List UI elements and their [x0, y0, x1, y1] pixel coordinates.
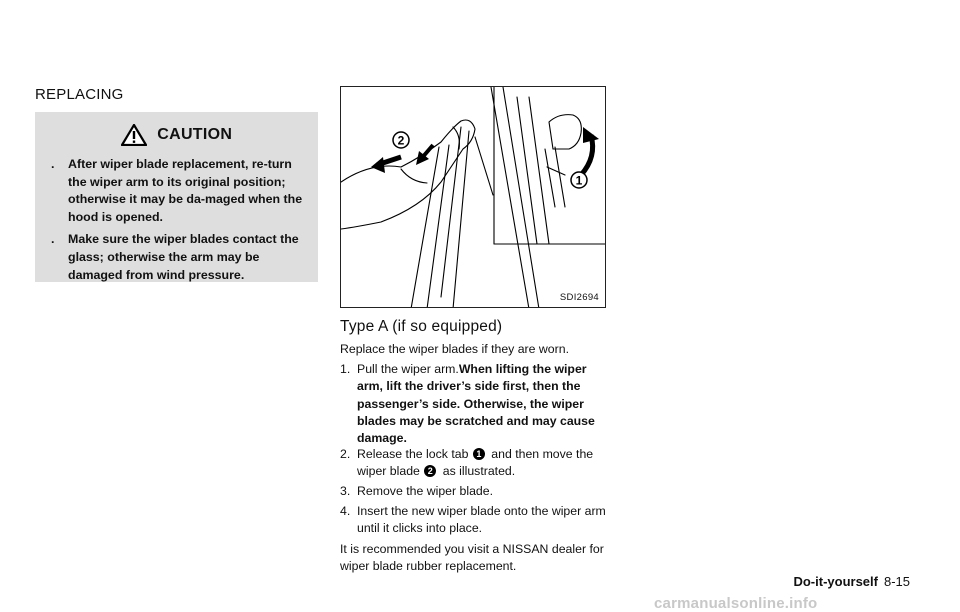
caution-box: [35, 112, 318, 282]
ref-2-icon: 2: [424, 465, 436, 477]
callout-1-icon: [571, 172, 587, 188]
figure-code: SDI2694: [559, 292, 599, 303]
subheading: Type A (if so equipped): [340, 318, 503, 335]
svg-text:2: 2: [397, 133, 405, 148]
page-footer: [793, 574, 910, 589]
svg-text:1: 1: [575, 173, 583, 188]
caution-title: CAUTION: [157, 126, 233, 143]
step-3: 3. Remove the wiper blade.: [340, 484, 494, 498]
caution-header: [35, 124, 318, 146]
section-heading: REPLACING: [35, 86, 124, 103]
wiper-illustration: [340, 86, 606, 308]
step-2: 2. Release the lock tab 1 and then move the wiper blade 2 as illustrated.: [340, 447, 594, 479]
caution-item: . Make sure the wiper blades contact the glass; otherwise the arm may be damaged from wind pressure.: [51, 232, 299, 282]
closing-text: It is recommended you visit a NISSAN dealer for wiper blade rubber replacement.: [340, 542, 604, 574]
caution-item: . After wiper blade replacement, re-turn the wiper arm to its original position; otherwise it may be da-maged when the hood is opened.: [51, 157, 303, 224]
callout-2-icon: [393, 132, 409, 148]
ref-1-icon: 1: [473, 448, 485, 460]
warning-triangle-icon: [121, 124, 147, 146]
wiper-drawing: [341, 87, 606, 308]
step-1: 1. Pull the wiper arm.When lifting the wiper arm, lift the driver’s side first, then the passenger’s side. Otherwise, the wiper blades may be scratched and may cause damage.: [340, 362, 595, 446]
watermark: carmanualsonline.info: [654, 595, 818, 612]
page-number: 8-15: [883, 574, 910, 589]
caution-list: [51, 156, 311, 289]
intro-text: Replace the wiper blades if they are worn.: [340, 342, 569, 356]
footer-section: Do-it-yourself: [793, 574, 878, 589]
step-4: 4. Insert the new wiper blade onto the wiper arm until it clicks into place.: [340, 504, 606, 536]
